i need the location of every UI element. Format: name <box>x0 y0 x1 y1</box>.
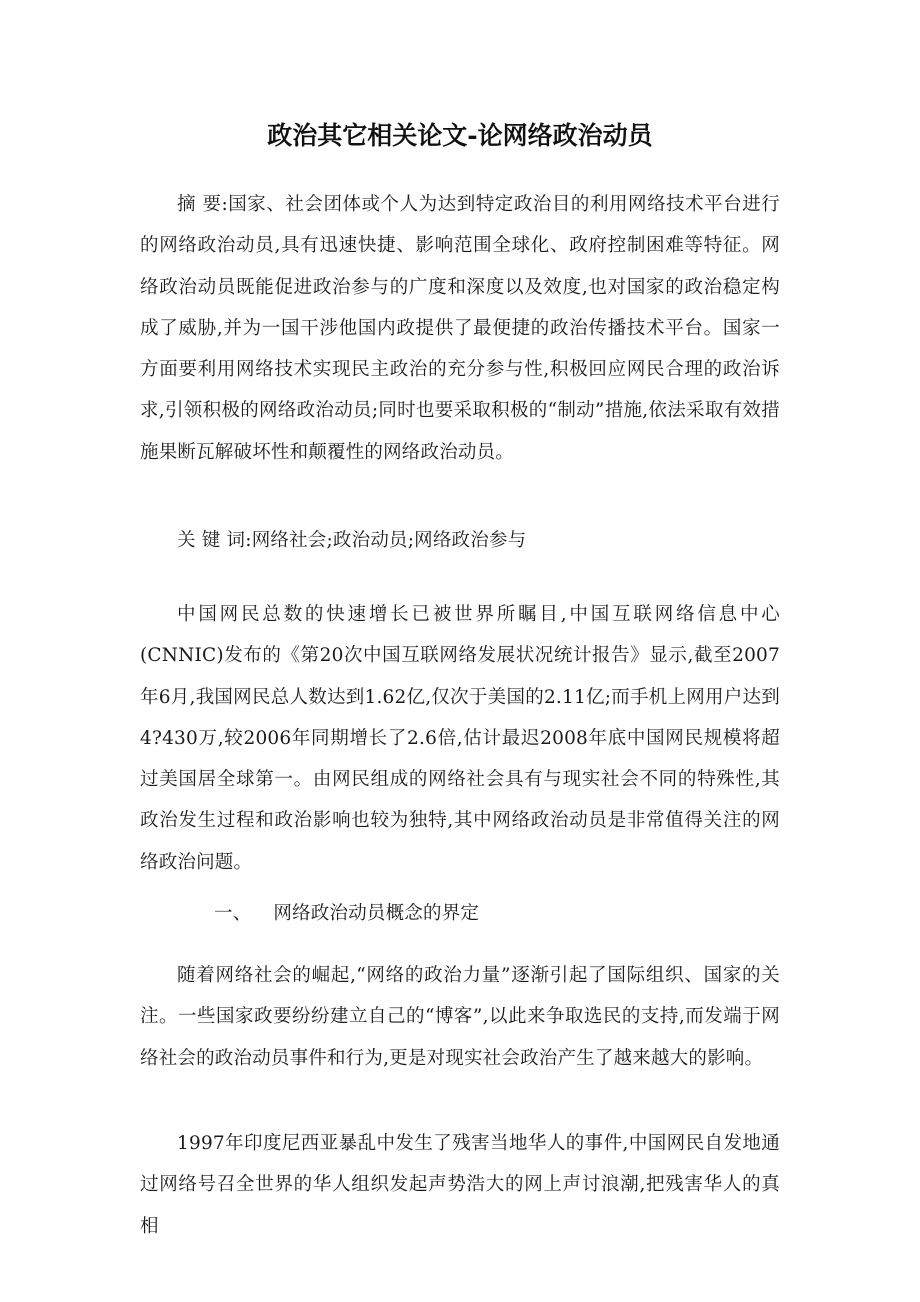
body-paragraph: 1997年印度尼西亚暴乱中发生了残害当地华人的事件,中国网民自发地通过网络号召全世界的华人组织发起声势浩大的网上声讨浪潮,把残害华人的真相 <box>140 1133 780 1237</box>
document-title: 政治其它相关论文-论网络政治动员 <box>267 121 653 150</box>
section-heading <box>140 893 780 934</box>
section-number: 一、 <box>214 903 252 924</box>
abstract-paragraph: 摘 要:国家、社会团体或个人为达到特定政治目的利用网络技术平台进行的网络政治动员,具有迅速快捷、影响范围全球化、政府控制困难等特征。网络政治动员既能促进政治参与的广度和深度以及效度,也对国家的政治稳定构成了威胁,并为一国干涉他国内政提供了最便捷的政治传播技术平台。国家一方面要利用网络技术实现民主政治的充分参与性,积极回应网民合理的政治诉求,引领积极的网络政治动员;同时也要采取积极的“制动”措施,依法采取有效措施果断瓦解破坏性和颠覆性的网络政治动员。 <box>140 194 780 463</box>
body-paragraph: 随着网络社会的崛起,“网络的政治力量”逐渐引起了国际组织、国家的关注。一些国家政要纷纷建立自己的“博客”,以此来争取选民的支持,而发端于网络社会的政治动员事件和行为,更是对现实社会政治产生了越来越大的影响。 <box>140 965 780 1069</box>
intro-paragraph: 中国网民总数的快速增长已被世界所瞩目,中国互联网络信息中心(CNNIC)发布的《第20次中国互联网络发展状况统计报告》显示,截至2007年6月,我国网民总人数达到1.62亿,仅次于美国的2.11亿;而手机上网用户达到4?430万,较2006年同期增长了2.6倍,估计最迟2008年底中国网民规模将超过美国居全球第一。由网民组成的网络社会具有与现实社会不同的特殊性,其政治发生过程和政治影响也较为独特,其中网络政治动员是非常值得关注的网络政治问题。 <box>140 604 780 873</box>
section-heading-text: 网络政治动员概念的界定 <box>273 903 480 924</box>
keywords-line: 关 键 词:网络社会;政治动员;网络政治参与 <box>177 530 527 551</box>
